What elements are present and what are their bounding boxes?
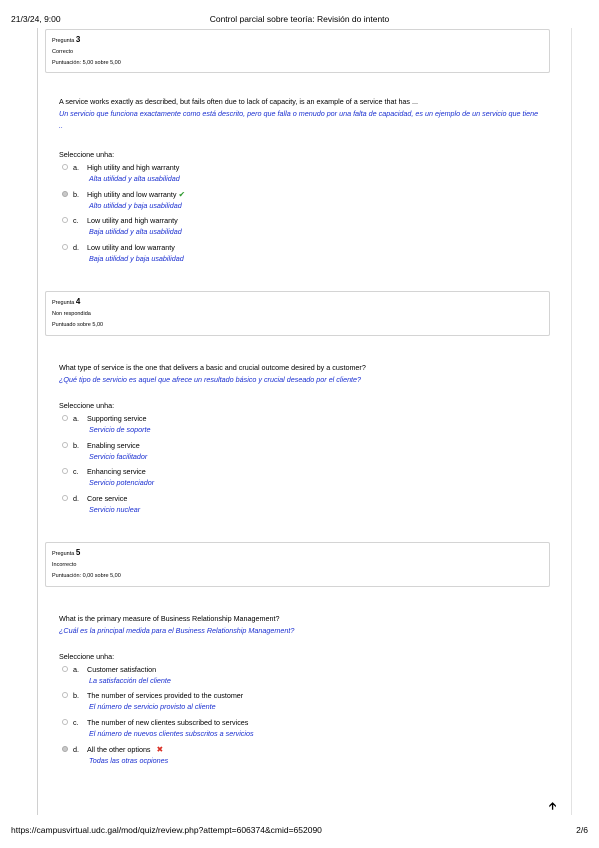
radio-button[interactable] [62,719,68,725]
answer-option[interactable] [62,493,140,515]
option-translation: Alta utilidad y alta usabilidad [89,174,180,183]
question-grade: Puntuación: 5,00 sobre 5,00 [52,60,121,66]
question-state: Non respondida [52,311,91,317]
question-3-info [45,29,550,73]
option-label: All the other options [87,745,151,754]
option-label: Enhancing service [87,467,146,476]
option-letter: a. [73,414,79,423]
question-text-en: A service works exactly as described, but fails often due to lack of capacity, is an example of a service that has ... [59,97,419,106]
check-icon: ✔ [178,190,186,199]
arrow-up-icon[interactable]: 🡩 [549,801,557,812]
option-translation: El número de nuevos clientes subscritos a servicios [89,729,254,738]
option-translation: Servicio facilitador [89,452,148,461]
radio-button[interactable] [62,442,68,448]
option-label: Enabling service [87,441,140,450]
option-label: High utility and high warranty [87,163,180,172]
answer-option[interactable] [62,744,168,766]
answer-option[interactable] [62,690,243,712]
answer-option[interactable] [62,189,185,211]
option-translation: Servicio de soporte [89,425,151,434]
question-text-en: What is the primary measure of Business Relationship Management? [59,614,280,623]
print-title: Control parcial sobre teoría: Revisión do intento [209,14,390,24]
option-label: The number of new clientes subscribed to services [87,718,249,727]
radio-button[interactable] [62,164,68,170]
answer-option[interactable] [62,466,154,488]
question-text-en: What type of service is the one that delivers a basic and crucial outcome desired by a customer? [59,363,366,372]
question-3-text [59,96,539,132]
option-letter: c. [73,467,79,476]
select-prompt: Seleccione unha: [59,401,115,410]
option-translation: Todas las otras ocpiones [89,756,169,765]
option-label: Customer satisfaction [87,665,157,674]
answer-option[interactable] [62,664,171,686]
option-translation: El número de servicio provisto al cliente [89,702,216,711]
question-grade: Puntuado sobre 5,00 [52,322,104,328]
question-4-text [59,362,539,386]
content-border-right [571,28,572,815]
option-translation: Alto utilidad y baja usabilidad [89,201,182,210]
option-letter: b. [73,691,79,700]
radio-button[interactable] [62,217,68,223]
radio-button[interactable] [62,244,68,250]
option-label: High utility and low warranty [87,190,177,199]
answer-option[interactable] [62,242,184,264]
option-letter: b. [73,441,79,450]
radio-button-selected[interactable] [62,191,68,197]
option-translation: La satisfacción del cliente [89,676,171,685]
question-text-es: Un servicio que funciona exactamente como está descrito, pero que falla o menudo por una falta de capacidad, es un ejemplo de un servicio que tiene .. [59,109,539,130]
select-prompt: Seleccione unha: [59,652,115,661]
option-label: The number of services provided to the customer [87,691,244,700]
option-translation: Baja utilidad y baja usabilidad [89,254,184,263]
page-number: 2/6 [576,825,588,835]
radio-button[interactable] [62,495,68,501]
radio-button[interactable] [62,415,68,421]
option-label: Low utility and high warranty [87,216,178,225]
answer-option[interactable] [62,440,147,462]
option-label: Supporting service [87,414,147,423]
print-date: 21/3/24, 9:00 [11,14,61,24]
question-state: Incorrecto [52,562,77,568]
question-5-text [59,613,539,637]
question-number: Pregunta 5 [52,548,81,557]
answer-option[interactable] [62,413,151,435]
question-5-info [45,542,550,587]
option-letter: d. [73,494,79,503]
option-letter: b. [73,190,79,199]
option-label: Low utility and low warranty [87,243,175,252]
radio-button[interactable] [62,666,68,672]
question-number: Pregunta 4 [52,297,81,306]
question-text-es: ¿Cuál es la principal medida para el Business Relationship Management? [59,626,295,635]
radio-button-selected[interactable] [62,746,68,752]
option-label: Core service [87,494,128,503]
answer-option[interactable] [62,717,254,739]
question-number: Pregunta 3 [52,35,81,44]
question-4-info [45,291,550,336]
question-grade: Puntuación: 0,00 sobre 5,00 [52,573,121,579]
cross-icon: ✖ [156,745,164,754]
option-letter: d. [73,745,79,754]
radio-button[interactable] [62,468,68,474]
option-letter: a. [73,665,79,674]
radio-button[interactable] [62,692,68,698]
question-text-es: ¿Qué tipo de servicio es aquel que afrece un resultado básico y crucial deseado por el cliente? [59,375,362,384]
option-translation: Baja utilidad y alta usabilidad [89,227,182,236]
content-border-left [37,28,38,815]
print-url: https://campusvirtual.udc.gal/mod/quiz/review.php?attempt=606374&cmid=652090 [11,825,322,835]
option-translation: Servicio nuclear [89,505,141,514]
select-prompt: Seleccione unha: [59,150,115,159]
option-letter: c. [73,216,79,225]
answer-option[interactable] [62,162,180,184]
option-letter: d. [73,243,79,252]
option-letter: a. [73,163,79,172]
question-state: Correcto [52,49,74,55]
option-translation: Servicio potenciador [89,478,155,487]
answer-option[interactable] [62,215,182,237]
option-letter: c. [73,718,79,727]
